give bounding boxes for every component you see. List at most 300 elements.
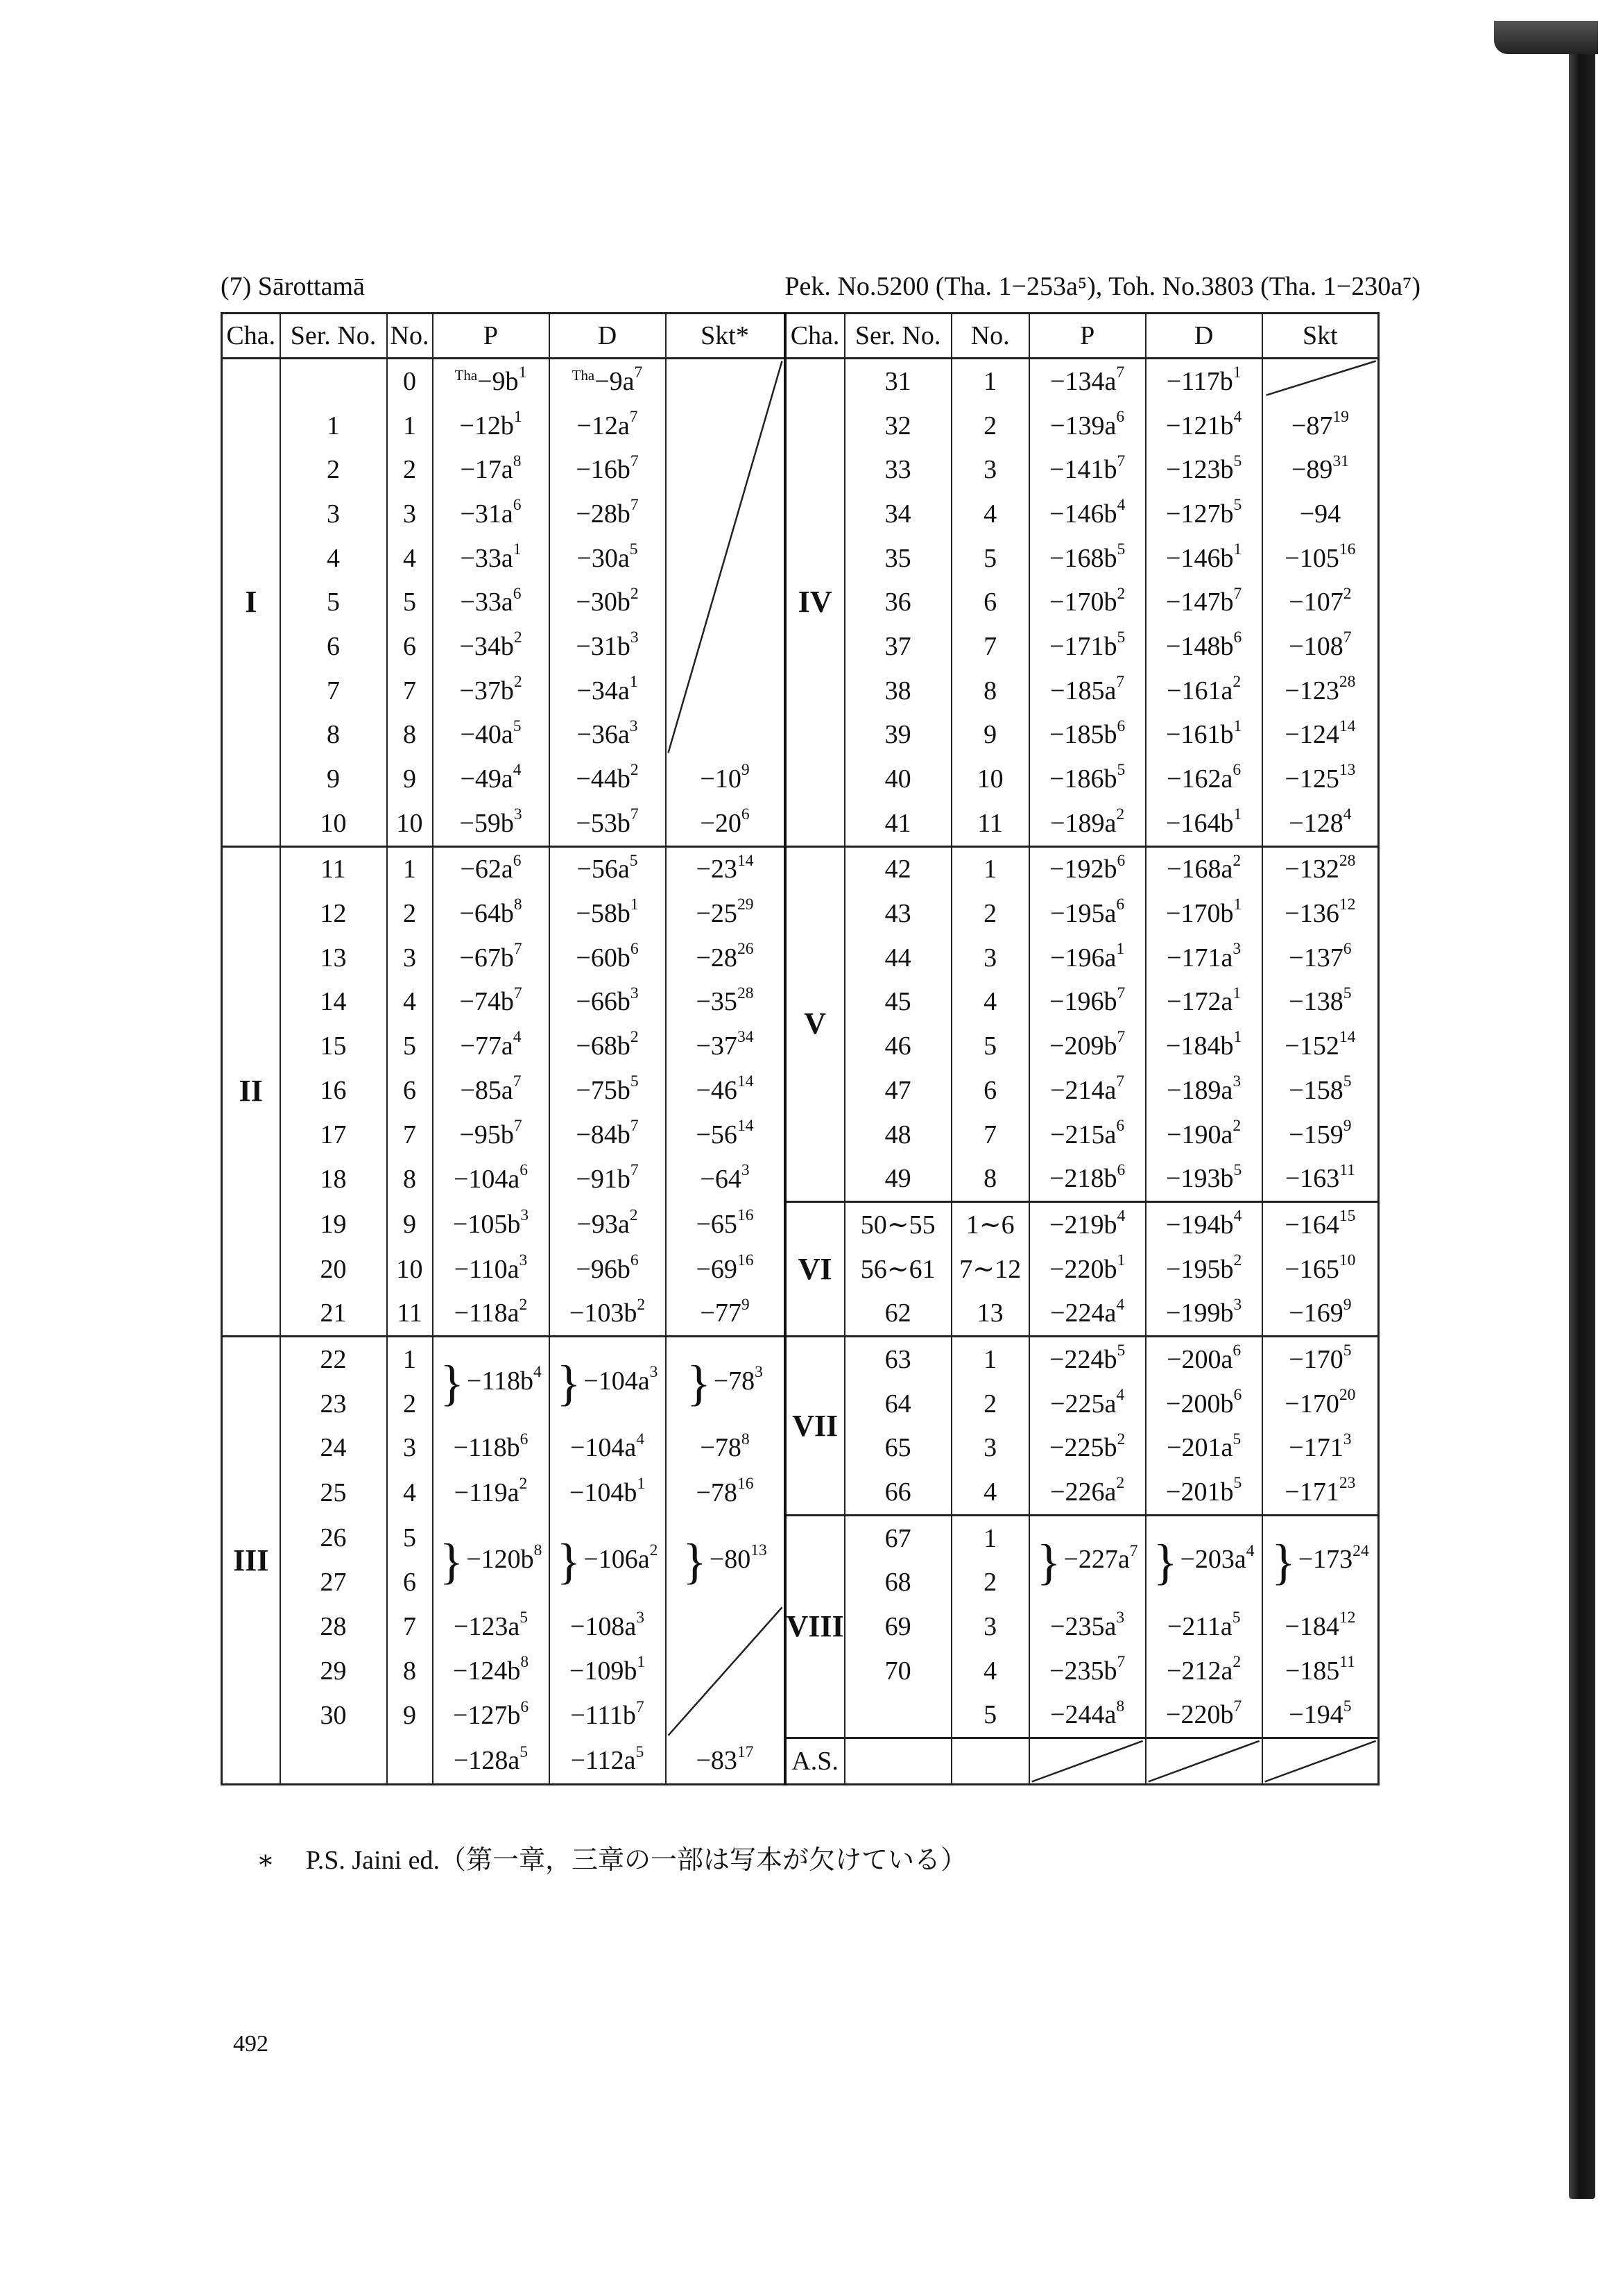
left-cell: } $-78^3$ (666, 1337, 785, 1426)
left-cell: $-30b^2$ (549, 580, 666, 624)
right-cell: 1 (952, 359, 1029, 404)
right-cell: $-190a^2$ (1146, 1113, 1262, 1157)
right-cell: $-125^{13}$ (1262, 757, 1379, 801)
catalog-reference: Pek. No.5200 (Tha. 1−253a⁵), Toh. No.3803 (Tha. 1−230a⁷) (784, 272, 1420, 301)
left-cell: $-33a^1$ (433, 536, 549, 581)
right-cell: $-146b^4$ (1029, 492, 1146, 536)
right-cell: 5 (952, 1693, 1029, 1738)
right-cell (1029, 1738, 1146, 1785)
right-cell: $-244a^8$ (1029, 1693, 1146, 1738)
left-cell: 9 (387, 1693, 433, 1738)
left-cell: $-104a^6$ (433, 1156, 549, 1201)
left-cell (666, 624, 785, 669)
right-cell: 4 (952, 1649, 1029, 1693)
footnote-mark: ∗ (257, 1846, 275, 1875)
left-cell: 0 (387, 359, 433, 404)
left-cell: $-46^{14}$ (666, 1068, 785, 1113)
right-cell: 3 (952, 936, 1029, 980)
left-cell: $-28^{26}$ (666, 936, 785, 980)
left-cell: } $-120b^8$ (433, 1515, 549, 1604)
right-cell: 1∼6 (952, 1202, 1029, 1247)
right-cell: $-170^5$ (1262, 1337, 1379, 1382)
left-cell: 16 (280, 1068, 387, 1113)
left-cell: 13 (280, 936, 387, 980)
right-cell: } $-227a^7$ (1029, 1515, 1146, 1604)
left-cell: 10 (280, 801, 387, 846)
right-cell: 50∼55 (845, 1202, 952, 1247)
right-cell (1262, 1738, 1379, 1785)
right-cell: 8 (952, 669, 1029, 713)
left-cell: $-109b^1$ (549, 1649, 666, 1693)
right-cell: 32 (845, 404, 952, 448)
right-cell: $-185b^6$ (1029, 713, 1146, 757)
left-cell: 6 (387, 1068, 433, 1113)
left-cell: $-78^{16}$ (666, 1470, 785, 1515)
column-header: D (1146, 314, 1262, 359)
column-header: Ser. No. (845, 314, 952, 359)
left-cell: $-75b^5$ (549, 1068, 666, 1113)
left-cell (666, 447, 785, 492)
right-cell: 63 (845, 1337, 952, 1382)
right-cell: 3 (952, 1604, 1029, 1649)
left-cell: 2 (387, 1382, 433, 1426)
column-header: Ser. No. (280, 314, 387, 359)
left-cell: $-118a^2$ (433, 1291, 549, 1336)
table-row (222, 846, 1379, 891)
left-cell: 1 (387, 404, 433, 448)
right-cell: 13 (952, 1291, 1029, 1336)
left-cell: $-31b^3$ (549, 624, 666, 669)
right-cell: 10 (952, 757, 1029, 801)
section-title: (7) Sārottamā (221, 272, 365, 301)
right-cell: $-123^{28}$ (1262, 669, 1379, 713)
left-cell (666, 580, 785, 624)
left-cell: 6 (387, 624, 433, 669)
right-cell (1262, 359, 1379, 404)
left-cell: $-124b^8$ (433, 1649, 549, 1693)
left-cell (280, 359, 387, 404)
left-cell: $-60b^6$ (549, 936, 666, 980)
right-cell: 8 (952, 1156, 1029, 1201)
table-row (222, 1515, 1379, 1560)
right-cell: $-200a^6$ (1146, 1337, 1262, 1382)
left-cell: 20 (280, 1247, 387, 1292)
left-cell: $-56^{14}$ (666, 1113, 785, 1157)
right-cell: $-184b^1$ (1146, 1024, 1262, 1068)
right-cell: $-139a^6$ (1029, 404, 1146, 448)
right-cell: $-128^4$ (1262, 801, 1379, 846)
right-cell: 49 (845, 1156, 952, 1201)
right-cell: 70 (845, 1649, 952, 1693)
right-chapter-cell: VII (785, 1337, 845, 1516)
left-cell: 27 (280, 1561, 387, 1605)
left-cell: $-128a^5$ (433, 1738, 549, 1785)
right-cell: $-195b^2$ (1146, 1247, 1262, 1292)
left-cell: 2 (387, 447, 433, 492)
left-cell: 9 (387, 757, 433, 801)
right-cell: 36 (845, 580, 952, 624)
right-cell: $-89^{31}$ (1262, 447, 1379, 492)
left-cell: $-69^{16}$ (666, 1247, 785, 1292)
right-cell: $-123b^5$ (1146, 447, 1262, 492)
left-cell: 3 (280, 492, 387, 536)
right-cell: $-171^{23}$ (1262, 1470, 1379, 1515)
left-chapter-cell: II (222, 846, 280, 1337)
table-row (222, 1738, 1379, 1785)
right-cell: $-163^{11}$ (1262, 1156, 1379, 1201)
column-header: No. (387, 314, 433, 359)
right-cell: $-148b^6$ (1146, 624, 1262, 669)
right-cell: 6 (952, 580, 1029, 624)
right-cell: $-127b^5$ (1146, 492, 1262, 536)
right-chapter-cell: VIII (785, 1515, 845, 1738)
left-cell: 23 (280, 1382, 387, 1426)
left-cell: $-67b^7$ (433, 936, 549, 980)
right-cell: $-158^5$ (1262, 1068, 1379, 1113)
right-cell: $-136^{12}$ (1262, 891, 1379, 936)
left-cell: 2 (387, 891, 433, 936)
left-cell: $-127b^6$ (433, 1693, 549, 1738)
right-cell: 7 (952, 1113, 1029, 1157)
left-chapter-cell: I (222, 359, 280, 847)
left-cell: $-66b^3$ (549, 980, 666, 1025)
left-cell: 21 (280, 1291, 387, 1336)
right-cell: $-189a^3$ (1146, 1068, 1262, 1113)
footnote-text: P.S. Jaini ed.（第一章，三章の一部は写本が欠けている） (305, 1846, 968, 1875)
right-cell: $-164b^1$ (1146, 801, 1262, 846)
right-cell: $-124^{14}$ (1262, 713, 1379, 757)
left-cell: $-108a^3$ (549, 1604, 666, 1649)
right-cell: 39 (845, 713, 952, 757)
left-cell (666, 669, 785, 713)
left-cell: $-12a^7$ (549, 404, 666, 448)
left-cell: $-104a^4$ (549, 1426, 666, 1471)
table-body (222, 359, 1379, 1785)
column-header: Skt (1262, 314, 1379, 359)
left-cell: $-16b^7$ (549, 447, 666, 492)
left-cell: $-105b^3$ (433, 1202, 549, 1247)
left-cell: $-112a^5$ (549, 1738, 666, 1785)
right-cell: 2 (952, 1382, 1029, 1426)
table-row (222, 359, 1379, 404)
right-cell: $-185a^7$ (1029, 669, 1146, 713)
left-cell: $-93a^2$ (549, 1202, 666, 1247)
table-header-row (222, 314, 1379, 359)
right-cell: 4 (952, 492, 1029, 536)
right-cell: $-107^2$ (1262, 580, 1379, 624)
left-cell: $-30a^5$ (549, 536, 666, 581)
left-cell: $-59b^3$ (433, 801, 549, 846)
right-cell: 4 (952, 1470, 1029, 1515)
left-cell: 4 (387, 980, 433, 1025)
left-cell (666, 492, 785, 536)
left-cell: $-64b^8$ (433, 891, 549, 936)
left-cell: 22 (280, 1337, 387, 1382)
left-cell: 1 (387, 1337, 433, 1382)
right-cell: $-211a^5$ (1146, 1604, 1262, 1649)
left-cell: $-62a^6$ (433, 846, 549, 891)
left-cell (387, 1738, 433, 1785)
right-cell (845, 1693, 952, 1738)
left-cell: $-31a^6$ (433, 492, 549, 536)
right-cell: $-220b^7$ (1146, 1693, 1262, 1738)
right-cell: 33 (845, 447, 952, 492)
left-cell: 29 (280, 1649, 387, 1693)
right-cell: $-224b^5$ (1029, 1337, 1146, 1382)
left-cell: $-84b^7$ (549, 1113, 666, 1157)
right-cell: $-195a^6$ (1029, 891, 1146, 936)
footnote (257, 1838, 967, 1876)
left-cell: 4 (387, 1470, 433, 1515)
left-cell: $-95b^7$ (433, 1113, 549, 1157)
right-cell: 5 (952, 536, 1029, 581)
left-cell: $-78^8$ (666, 1426, 785, 1471)
right-cell (952, 1738, 1029, 1785)
left-cell: 3 (387, 936, 433, 980)
left-cell: $-33a^6$ (433, 580, 549, 624)
right-cell: 56∼61 (845, 1247, 952, 1292)
left-cell: $-40a^5$ (433, 713, 549, 757)
left-cell: $-53b^7$ (549, 801, 666, 846)
right-cell (845, 1738, 952, 1785)
right-cell: $-161a^2$ (1146, 669, 1262, 713)
right-cell: $-134a^7$ (1029, 359, 1146, 404)
right-cell: 65 (845, 1426, 952, 1471)
left-cell (666, 1693, 785, 1738)
right-cell: $-189a^2$ (1029, 801, 1146, 846)
left-cell: 8 (387, 1649, 433, 1693)
right-cell: $-201b^5$ (1146, 1470, 1262, 1515)
right-cell: $-161b^1$ (1146, 713, 1262, 757)
left-cell: 2 (280, 447, 387, 492)
left-cell: $-35^{28}$ (666, 980, 785, 1025)
left-cell: $-91b^7$ (549, 1156, 666, 1201)
right-cell: $-87^{19}$ (1262, 404, 1379, 448)
left-cell: 11 (387, 1291, 433, 1336)
left-cell: } $-80^{13}$ (666, 1515, 785, 1604)
left-cell: $-34b^2$ (433, 624, 549, 669)
column-header: Skt* (666, 314, 785, 359)
right-cell: $-235b^7$ (1029, 1649, 1146, 1693)
left-cell: $-110a^3$ (433, 1247, 549, 1292)
column-header: Cha. (785, 314, 845, 359)
right-cell: 67 (845, 1515, 952, 1560)
right-cell: $-162a^6$ (1146, 757, 1262, 801)
right-cell: $-225a^4$ (1029, 1382, 1146, 1426)
right-cell: $-165^{10}$ (1262, 1247, 1379, 1292)
right-cell: $-224a^4$ (1029, 1291, 1146, 1336)
right-cell: $-170^{20}$ (1262, 1382, 1379, 1426)
left-cell: $-17a^8$ (433, 447, 549, 492)
left-cell: 7 (387, 1604, 433, 1649)
right-cell: $-215a^6$ (1029, 1113, 1146, 1157)
right-cell: 46 (845, 1024, 952, 1068)
right-cell: $-138^5$ (1262, 980, 1379, 1025)
left-cell: $-103b^2$ (549, 1291, 666, 1336)
right-cell: $-192b^6$ (1029, 846, 1146, 891)
left-cell (666, 713, 785, 757)
concordance-table-wrap (221, 312, 1380, 1785)
left-cell: 25 (280, 1470, 387, 1515)
left-cell: 10 (387, 801, 433, 846)
left-cell: $-58b^1$ (549, 891, 666, 936)
left-cell: } $-118b^4$ (433, 1337, 549, 1426)
left-cell: $-64^3$ (666, 1156, 785, 1201)
right-cell: 35 (845, 536, 952, 581)
left-cell: 9 (280, 757, 387, 801)
left-cell: $-123a^5$ (433, 1604, 549, 1649)
left-cell: 1 (280, 404, 387, 448)
right-cell: $-226a^2$ (1029, 1470, 1146, 1515)
left-cell: 9 (387, 1202, 433, 1247)
left-cell: $-96b^6$ (549, 1247, 666, 1292)
left-cell: $-65^{16}$ (666, 1202, 785, 1247)
right-cell: $-199b^3$ (1146, 1291, 1262, 1336)
left-cell: $-74b^7$ (433, 980, 549, 1025)
right-cell: 4 (952, 980, 1029, 1025)
right-cell: $-171b^5$ (1029, 624, 1146, 669)
scan-edge-shadow (1569, 21, 1595, 2199)
right-cell: 3 (952, 1426, 1029, 1471)
left-cell: 5 (387, 580, 433, 624)
right-cell: $-194b^4$ (1146, 1202, 1262, 1247)
left-cell: 4 (280, 536, 387, 581)
left-cell: $-10^9$ (666, 757, 785, 801)
right-cell: 38 (845, 669, 952, 713)
right-cell: $-146b^1$ (1146, 536, 1262, 581)
left-cell: $^{Tha}-9a^7$ (549, 359, 666, 404)
right-cell: $-193b^5$ (1146, 1156, 1262, 1201)
left-cell: 6 (387, 1561, 433, 1605)
left-cell: $^{Tha}-9b^1$ (433, 359, 549, 404)
concordance-table (221, 312, 1380, 1785)
left-chapter-cell: III (222, 1337, 280, 1785)
left-cell: 8 (387, 1156, 433, 1201)
right-cell: $-159^9$ (1262, 1113, 1379, 1157)
right-cell: } $-203a^4$ (1146, 1515, 1262, 1604)
left-cell: $-20^6$ (666, 801, 785, 846)
left-cell: 5 (387, 1515, 433, 1560)
page-number: 492 (233, 2031, 268, 2057)
column-header: P (1029, 314, 1146, 359)
left-cell: $-12b^1$ (433, 404, 549, 448)
left-cell (666, 404, 785, 448)
left-cell: $-25^{29}$ (666, 891, 785, 936)
right-cell: $-170b^2$ (1029, 580, 1146, 624)
left-cell: 30 (280, 1693, 387, 1738)
left-cell: 7 (280, 669, 387, 713)
right-cell: } $-173^{24}$ (1262, 1515, 1379, 1604)
left-cell: 7 (387, 669, 433, 713)
left-cell: 14 (280, 980, 387, 1025)
right-cell: 2 (952, 404, 1029, 448)
left-cell: $-36a^3$ (549, 713, 666, 757)
right-cell: $-225b^2$ (1029, 1426, 1146, 1471)
right-cell: 37 (845, 624, 952, 669)
left-cell (666, 359, 785, 404)
left-cell: 4 (387, 536, 433, 581)
right-cell: $-108^7$ (1262, 624, 1379, 669)
left-cell: 5 (280, 580, 387, 624)
right-cell: 42 (845, 846, 952, 891)
left-cell: $-49a^4$ (433, 757, 549, 801)
right-cell: 69 (845, 1604, 952, 1649)
right-cell: $-201a^5$ (1146, 1426, 1262, 1471)
right-cell: $-168b^5$ (1029, 536, 1146, 581)
left-cell: 3 (387, 1426, 433, 1471)
right-cell: $-105^{16}$ (1262, 536, 1379, 581)
left-cell: $-23^{14}$ (666, 846, 785, 891)
left-cell: $-28b^7$ (549, 492, 666, 536)
right-cell: $-218b^6$ (1029, 1156, 1146, 1201)
right-chapter-cell: A.S. (785, 1738, 845, 1785)
right-cell (1146, 1738, 1262, 1785)
right-cell: 40 (845, 757, 952, 801)
right-cell: $-235a^3$ (1029, 1604, 1146, 1649)
right-cell: $-121b^4$ (1146, 404, 1262, 448)
right-cell: $-194^5$ (1262, 1693, 1379, 1738)
left-cell: $-77a^4$ (433, 1024, 549, 1068)
left-cell (666, 1604, 785, 1649)
right-cell: $-196b^7$ (1029, 980, 1146, 1025)
right-cell: 7 (952, 624, 1029, 669)
left-cell: $-104b^1$ (549, 1470, 666, 1515)
left-cell: $-44b^2$ (549, 757, 666, 801)
left-cell: 11 (280, 846, 387, 891)
right-cell: $-184^{12}$ (1262, 1604, 1379, 1649)
right-cell: 1 (952, 1337, 1029, 1382)
column-header: D (549, 314, 666, 359)
left-cell: 15 (280, 1024, 387, 1068)
left-cell: 17 (280, 1113, 387, 1157)
right-cell: 11 (952, 801, 1029, 846)
right-cell: 41 (845, 801, 952, 846)
right-cell: $-214a^7$ (1029, 1068, 1146, 1113)
left-cell: } $-106a^2$ (549, 1515, 666, 1604)
column-header: No. (952, 314, 1029, 359)
right-cell: $-200b^6$ (1146, 1382, 1262, 1426)
right-cell: 43 (845, 891, 952, 936)
right-cell: $-141b^7$ (1029, 447, 1146, 492)
right-cell: 34 (845, 492, 952, 536)
right-cell: 7∼12 (952, 1247, 1029, 1292)
left-cell: 10 (387, 1247, 433, 1292)
left-cell (666, 536, 785, 581)
right-cell: $-185^{11}$ (1262, 1649, 1379, 1693)
right-cell: 1 (952, 846, 1029, 891)
right-cell: $-171^3$ (1262, 1426, 1379, 1471)
right-cell: 5 (952, 1024, 1029, 1068)
right-cell: $-212a^2$ (1146, 1649, 1262, 1693)
right-cell: 3 (952, 447, 1029, 492)
right-cell: $-171a^3$ (1146, 936, 1262, 980)
right-cell: 1 (952, 1515, 1029, 1560)
right-cell: $-209b^7$ (1029, 1024, 1146, 1068)
right-cell: 68 (845, 1561, 952, 1605)
right-cell: $-186b^5$ (1029, 757, 1146, 801)
left-cell: $-118b^6$ (433, 1426, 549, 1471)
right-cell: $-168a^2$ (1146, 846, 1262, 891)
right-cell: $-132^{28}$ (1262, 846, 1379, 891)
right-cell: 9 (952, 713, 1029, 757)
left-cell: $-85a^7$ (433, 1068, 549, 1113)
left-cell: 7 (387, 1113, 433, 1157)
left-cell: 18 (280, 1156, 387, 1201)
left-cell: 8 (387, 713, 433, 757)
left-cell: 1 (387, 846, 433, 891)
right-cell: $-196a^1$ (1029, 936, 1146, 980)
right-cell: $-117b^1$ (1146, 359, 1262, 404)
